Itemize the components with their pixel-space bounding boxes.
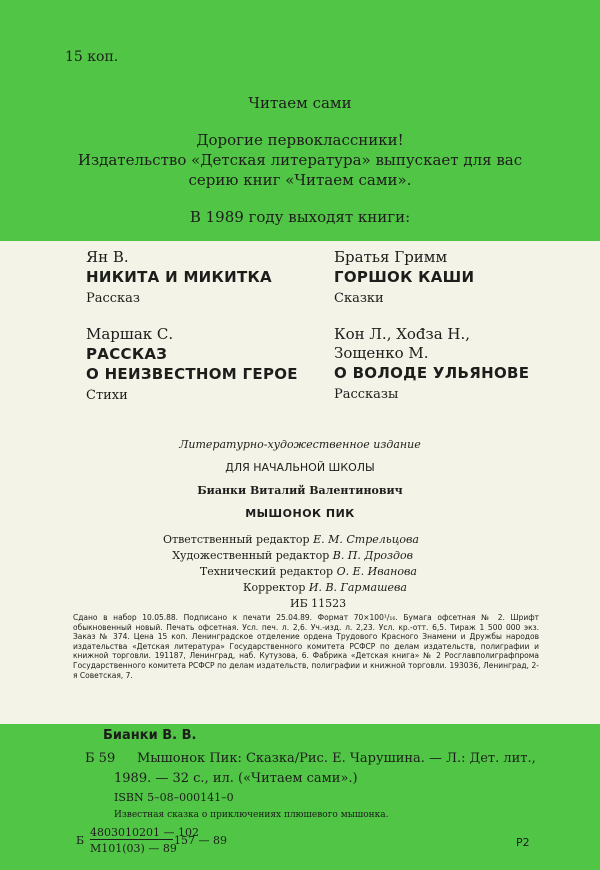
fraction-bar [90, 839, 173, 840]
credit-name: И. В. Гармашева [308, 581, 407, 594]
book-title: ГОРШОК КАШИ [334, 268, 475, 286]
audience-line: ДЛЯ НАЧАЛЬНОЙ ШКОЛЫ [225, 461, 375, 474]
colophon-book-title: МЫШОНОК ПИК [245, 507, 355, 520]
book-entry [86, 248, 272, 308]
book-entry [334, 325, 529, 404]
book-author: Маршак С. [86, 325, 174, 343]
credit-name: Е. М. Стрельцова [313, 533, 419, 546]
credit-name: О. Е. Иванова [336, 565, 417, 578]
publisher-intro-line-1: Издательство «Детская литература» выпускает для вас [77, 151, 523, 169]
publisher-intro-line-2: серию книг «Читаем сами». [188, 171, 412, 189]
book-author: Братья Гримм [334, 248, 448, 266]
credit-line [200, 565, 417, 578]
code-numerator: 4803010201 — 102 [90, 826, 199, 839]
credit-line [163, 533, 419, 546]
book-entry [334, 248, 474, 308]
classification-code: Б 59 [85, 751, 116, 766]
book-author-line-1: Кон Л., Хоđза Н., [334, 325, 471, 343]
credit-name: В. П. Дроздов [332, 549, 413, 562]
greeting: Дорогие первоклассники! [196, 131, 404, 149]
book-author-line-2: Зощенко М. [334, 344, 429, 362]
book-title: НИКИТА И МИКИТКА [86, 268, 272, 286]
series-title: Читаем сами [248, 94, 352, 112]
book-title-line-2: О НЕИЗВЕСТНОМ ГЕРОЕ [86, 365, 298, 383]
catalog-card-line-1: Мышонок Пик: Сказка/Рис. Е. Чарушина. — Л.: Дет. лит., [137, 751, 536, 766]
top-green-band [0, 0, 600, 241]
year-announcement: В 1989 году выходят книги: [189, 208, 411, 226]
publication-code [76, 826, 256, 856]
credit-role: Ответственный редактор [162, 533, 310, 546]
catalog-card-author: Бианки В. В. [103, 728, 197, 743]
credit-role: Художественный редактор [172, 549, 330, 562]
book-title: О ВОЛОДЕ УЛЬЯНОВЕ [334, 364, 530, 382]
catalog-card-line-2: 1989. — 32 с., ил. («Читаем сами».) [114, 771, 358, 786]
code-suffix: 157 — 89 [174, 834, 227, 847]
book-title-line-1: РАССКАЗ [86, 345, 168, 363]
book-genre: Рассказы [334, 387, 399, 402]
credit-role: Технический редактор [199, 565, 334, 578]
annotation: Известная сказка о приключениях плюшевого мышонка. [114, 810, 389, 820]
code-letter: Б [76, 834, 85, 847]
price-label: 15 коп. [65, 49, 119, 65]
credit-line [243, 581, 407, 594]
book-genre: Рассказ [86, 291, 141, 306]
book-author: Ян В. [86, 248, 129, 266]
region-code: Р2 [516, 836, 530, 849]
book-genre: Сказки [334, 291, 384, 306]
ib-number: ИБ 11523 [290, 597, 347, 610]
book-entry [86, 325, 298, 405]
imprint-details: Сдано в набор 10.05.88. Подписано к печати 25.04.89. Формат 70×100¹/₁₆. Бумага офсетная № 2. Шрифт обыкновенный новый. Печать офсетная. Усл. печ. л. 2,6. Уч.-изд. л. 2,23. Усл. кр.-отт. 6,5. Тираж 1 500 000 экз. Заказ № 374. Цена 15 коп. Ленинградское отделение ордена Трудового Красного Знамени и Дружбы народов издательства «Детская литература» Государственного комитета РСФСР по делам издательств, полиграфии и книжной торговли. 191187, Ленинград, наб. Кутузова, 6. Фабрика «Детская книга» № 2 Росглавполиграфпрома Государственного комитета РСФСР по делам издательств, полиграфии и книжной торговли. 193036, Ленинград, 2-я Советская, 7. [73, 613, 539, 680]
credit-role: Корректор [243, 581, 306, 594]
credit-line [172, 549, 413, 562]
edition-type: Литературно-художественное издание [179, 438, 421, 451]
isbn: ISBN 5–08–000141–0 [114, 791, 234, 804]
code-denominator: М101(03) — 89 [90, 842, 177, 855]
author-full-name: Бианки Виталий Валентинович [197, 484, 403, 497]
book-genre: Стихи [86, 388, 128, 403]
